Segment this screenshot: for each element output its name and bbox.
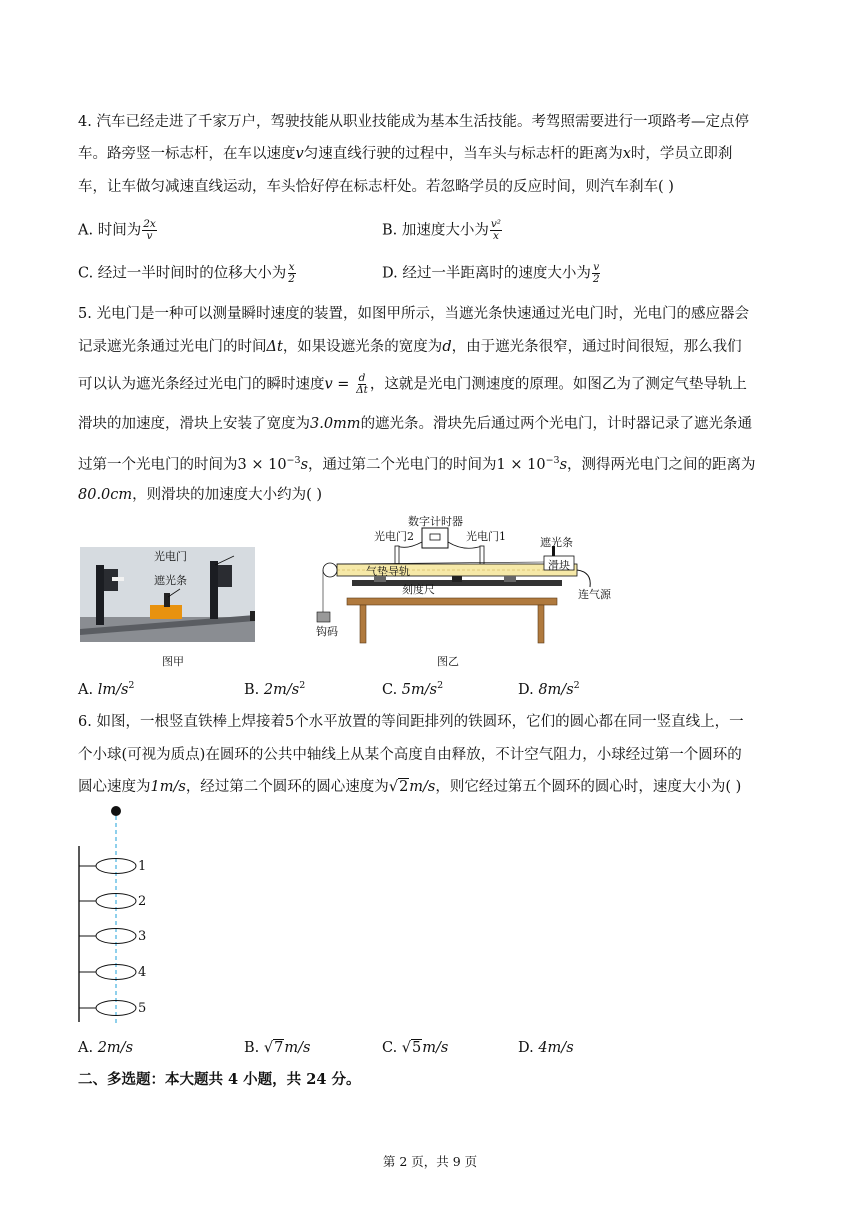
q5-option-a: A. $lm/s^2$	[78, 680, 135, 698]
fig-jia-label-gate: 光电门	[154, 550, 187, 563]
q6-line-3: 圆心速度为1m/s，经过第二个圆环的圆心速度为√2m/s，则它经过第五个圆环的圆心时，速度大小为( )	[78, 779, 742, 795]
q5-line-6: 80.0cm，则滑块的加速度大小约为( )	[78, 487, 323, 503]
section-2-heading: 二、多选题：本大题共 4 小题，共 24 分。	[78, 1071, 361, 1088]
page-footer: 第 2 页，共 9 页	[382, 1154, 478, 1169]
q4-line-3: 车，让车做匀减速直线运动，车头恰好停在标志杆处。若忽略学员的反应时间，则汽车刹车( )	[78, 179, 674, 195]
fig-jia-leaders	[80, 547, 255, 642]
ring-label-4: 4	[138, 965, 147, 980]
q6-line-2: 个小球(可视为质点)在圆环的公共中轴线上从某个高度自由释放，不计空气阻力，小球经过第一个圆环的	[78, 747, 742, 763]
q6-option-b: B. √7m/s	[244, 1040, 311, 1056]
fig-yi-weight-label: 钩码	[316, 625, 338, 638]
q5-option-c: C. $5m/s^2$	[382, 680, 444, 698]
q6-line-1: 6. 如图，一根竖直铁棒上焊接着5个水平放置的等间距排列的铁圆环，它们的圆心都在同一竖直线上，一	[78, 714, 744, 730]
rings-diagram	[70, 800, 190, 1030]
air-track-diagram	[312, 512, 612, 652]
ring-label-1: 1	[138, 859, 147, 874]
q4-line-1: 4. 汽车已经走进了千家万户，驾驶技能从职业技能成为基本生活技能。考驾照需要进行一项路考—定点停	[78, 114, 749, 130]
q4-option-b: B. 加速度大小为 $\frac{\text{v²}}{x}$	[382, 218, 502, 242]
ring-label-5: 5	[138, 1001, 147, 1016]
q4-option-c: C. 经过一半时间时的位移大小为 $\frac{x}{2}$	[78, 261, 295, 285]
q5-line-2: 记录遮光条通过光电门的时间Δt，如果设遮光条的宽度为d，由于遮光条很窄，通过时间很短，那么我们	[78, 339, 742, 355]
q5-option-d: D. $8m/s^2$	[518, 680, 580, 698]
q6-option-c: C. √5m/s	[382, 1040, 449, 1056]
q5-option-b: B. $2m/s^2$	[244, 680, 306, 698]
fig-yi-track-label: 气垫导轨	[366, 565, 410, 578]
q5-line-5: 过第一个光电门的时间为$3 \times 10^{-3}s$，通过第二个光电门的时间为$1 \times 10^{-3}s$，测得两光电门之间的距离为	[78, 455, 756, 473]
fig-yi-gate2-label: 光电门2	[374, 530, 414, 543]
q5-line-1: 5. 光电门是一种可以测量瞬时速度的装置，如图甲所示，当遮光条快速通过光电门时，光电门的感应器会	[78, 306, 749, 322]
ring-label-3: 3	[138, 929, 147, 944]
fig-yi-caption: 图乙	[437, 655, 459, 668]
q6-option-a: A. 2m/s	[78, 1040, 134, 1056]
q4-line-2: 车。路旁竖一标志杆，在车以速度v匀速直线行驶的过程中，当车头与标志杆的距离为x时，学员立即刹	[78, 146, 733, 162]
q4-option-a: A. 时间为 $\frac{2x}{v}$	[78, 218, 156, 242]
q5-line-3: 可以认为遮光条经过光电门的瞬时速度v = $\frac{d}{\Delta t}$ ，这就是光电门测速度的原理。如图乙为了测定气垫导轨上	[78, 372, 747, 396]
fig-yi-air-label: 连气源	[578, 588, 611, 601]
ring-label-2: 2	[138, 894, 147, 909]
fig-yi-timer-label: 数字计时器	[408, 515, 463, 528]
fig-yi-gate1-label: 光电门1	[466, 530, 506, 543]
fig-jia-label-strip: 遮光条	[154, 574, 187, 587]
fig-yi-slider-label: 滑块	[548, 559, 570, 572]
q5-line-4: 滑块的加速度，滑块上安装了宽度为3.0mm的遮光条。滑块先后通过两个光电门，计时器记录了遮光条通	[78, 416, 753, 432]
fig-yi-ruler-label: 刻度尺	[402, 583, 435, 596]
fig-yi-strip-label: 遮光条	[540, 536, 573, 549]
q6-option-d: D. 4m/s	[518, 1040, 574, 1056]
q4-option-d: D. 经过一半距离时的速度大小为 $\frac{v}{2}$	[382, 261, 600, 285]
fig-jia-caption: 图甲	[162, 655, 184, 668]
